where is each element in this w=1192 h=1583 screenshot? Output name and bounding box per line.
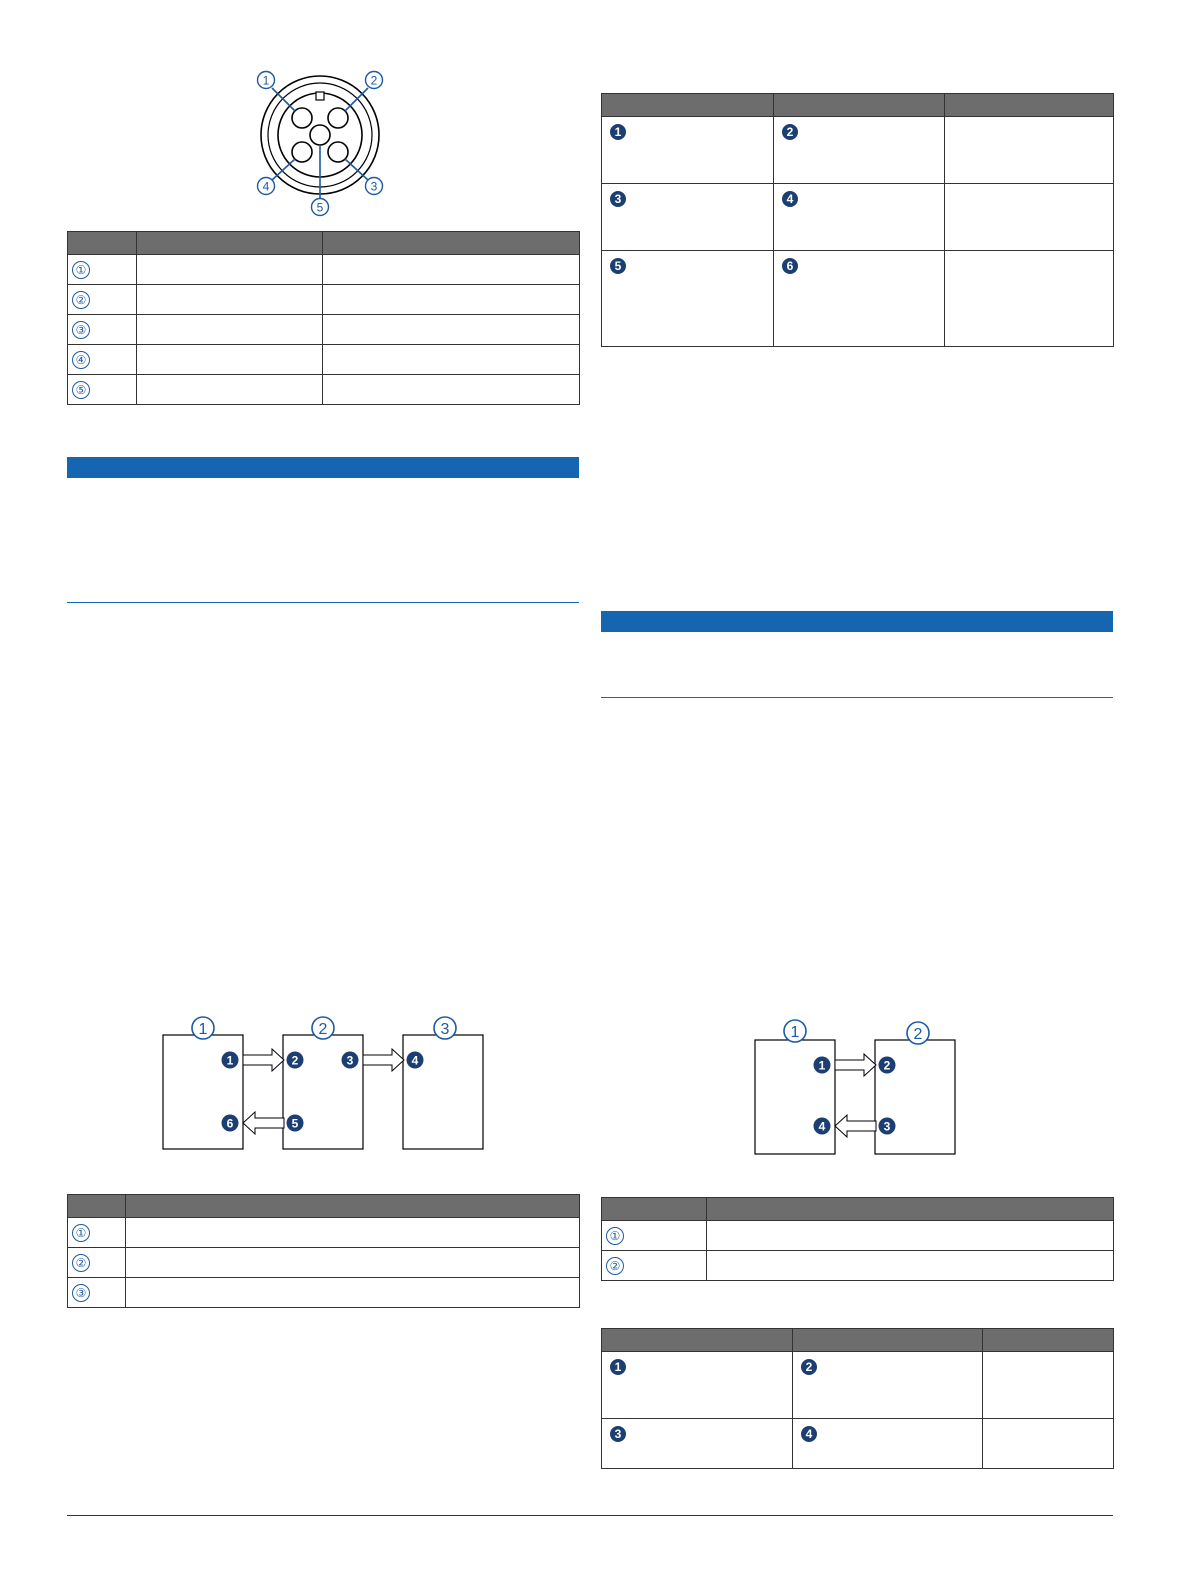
callout-badge: ③ (72, 321, 90, 339)
port-2 (879, 1057, 896, 1074)
table-row (68, 255, 580, 285)
connector-pinout-diagram (250, 66, 400, 220)
port-badge: 3 (610, 191, 626, 207)
port-5 (287, 1115, 304, 1132)
port-badge: 2 (782, 124, 798, 140)
port-badge: 3 (610, 1426, 626, 1442)
pin-table (67, 231, 580, 405)
port-1 (814, 1057, 831, 1074)
svg-text:2: 2 (318, 1021, 328, 1038)
arrow-left (835, 1115, 876, 1137)
callout-5 (312, 199, 329, 216)
table-row (68, 375, 580, 405)
device-callout-1 (192, 1017, 214, 1039)
port-4 (814, 1118, 831, 1135)
callout-2 (366, 72, 383, 89)
arrow-right (243, 1049, 284, 1071)
callout-badge: ② (72, 1254, 90, 1272)
callout-badge: ① (72, 261, 90, 279)
svg-text:4: 4 (411, 1053, 419, 1068)
svg-text:5: 5 (316, 200, 324, 215)
port-badge: 6 (782, 258, 798, 274)
device-callout-1 (784, 1020, 806, 1042)
svg-text:3: 3 (370, 179, 378, 194)
callout-badge: ⑤ (72, 381, 90, 399)
callout-4 (258, 178, 275, 195)
pin-5 (310, 125, 330, 145)
table-row (602, 184, 1114, 251)
device-callout-2 (907, 1022, 929, 1044)
table-row (68, 285, 580, 315)
callout-badge: ② (72, 291, 90, 309)
wiring-connection-table (601, 1328, 1114, 1469)
three-device-wiring-diagram (150, 1010, 500, 1160)
table-row (602, 251, 1114, 347)
svg-text:2: 2 (291, 1053, 299, 1068)
port-badge: 4 (801, 1426, 817, 1442)
device-callout-2 (312, 1017, 334, 1039)
device-legend-table (67, 1194, 580, 1308)
port-6 (222, 1115, 239, 1132)
port-3 (879, 1118, 896, 1135)
svg-text:3: 3 (346, 1053, 354, 1068)
port-badge: 1 (610, 124, 626, 140)
port-badge: 5 (610, 258, 626, 274)
section-divider (67, 602, 579, 603)
svg-text:2: 2 (883, 1058, 891, 1073)
table-row (602, 117, 1114, 184)
port-2 (287, 1052, 304, 1069)
callout-badge: ② (606, 1257, 624, 1275)
port-badge: 2 (801, 1359, 817, 1375)
svg-text:2: 2 (370, 73, 378, 88)
svg-text:3: 3 (883, 1119, 891, 1134)
svg-text:4: 4 (262, 179, 270, 194)
callout-badge: ③ (72, 1284, 90, 1302)
table-row (68, 1218, 580, 1248)
arrow-right (835, 1054, 876, 1076)
svg-text:3: 3 (440, 1021, 450, 1038)
two-device-wiring-diagram (745, 1015, 965, 1160)
device-callout-3 (434, 1017, 456, 1039)
footer-divider (67, 1515, 1113, 1516)
port-4 (407, 1052, 424, 1069)
port-badge: 1 (610, 1359, 626, 1375)
port-badge: 4 (782, 191, 798, 207)
callout-badge: ④ (72, 351, 90, 369)
svg-text:6: 6 (226, 1116, 234, 1131)
table-row (602, 1221, 1114, 1251)
svg-text:1: 1 (198, 1021, 208, 1038)
svg-text:1: 1 (262, 73, 270, 88)
svg-text:1: 1 (226, 1053, 234, 1068)
section-header-bar (601, 611, 1113, 632)
arrow-left (243, 1112, 284, 1134)
wiring-connection-table (601, 93, 1114, 347)
table-row (602, 1352, 1114, 1419)
section-header-bar (67, 457, 579, 478)
table-row (68, 345, 580, 375)
port-1 (222, 1052, 239, 1069)
table-row (602, 1419, 1114, 1469)
callout-3 (366, 178, 383, 195)
svg-text:1: 1 (790, 1024, 800, 1041)
arrow-right (363, 1049, 404, 1071)
table-row (602, 1251, 1114, 1281)
callout-badge: ① (72, 1224, 90, 1242)
port-3 (342, 1052, 359, 1069)
svg-text:4: 4 (818, 1119, 826, 1134)
table-row (68, 1248, 580, 1278)
device-legend-table (601, 1197, 1114, 1281)
table-row (68, 315, 580, 345)
table-row (68, 1278, 580, 1308)
svg-text:1: 1 (818, 1058, 826, 1073)
callout-badge: ① (606, 1227, 624, 1245)
svg-text:5: 5 (291, 1116, 299, 1131)
section-divider (601, 697, 1113, 698)
svg-text:2: 2 (913, 1026, 923, 1043)
callout-1 (258, 72, 275, 89)
